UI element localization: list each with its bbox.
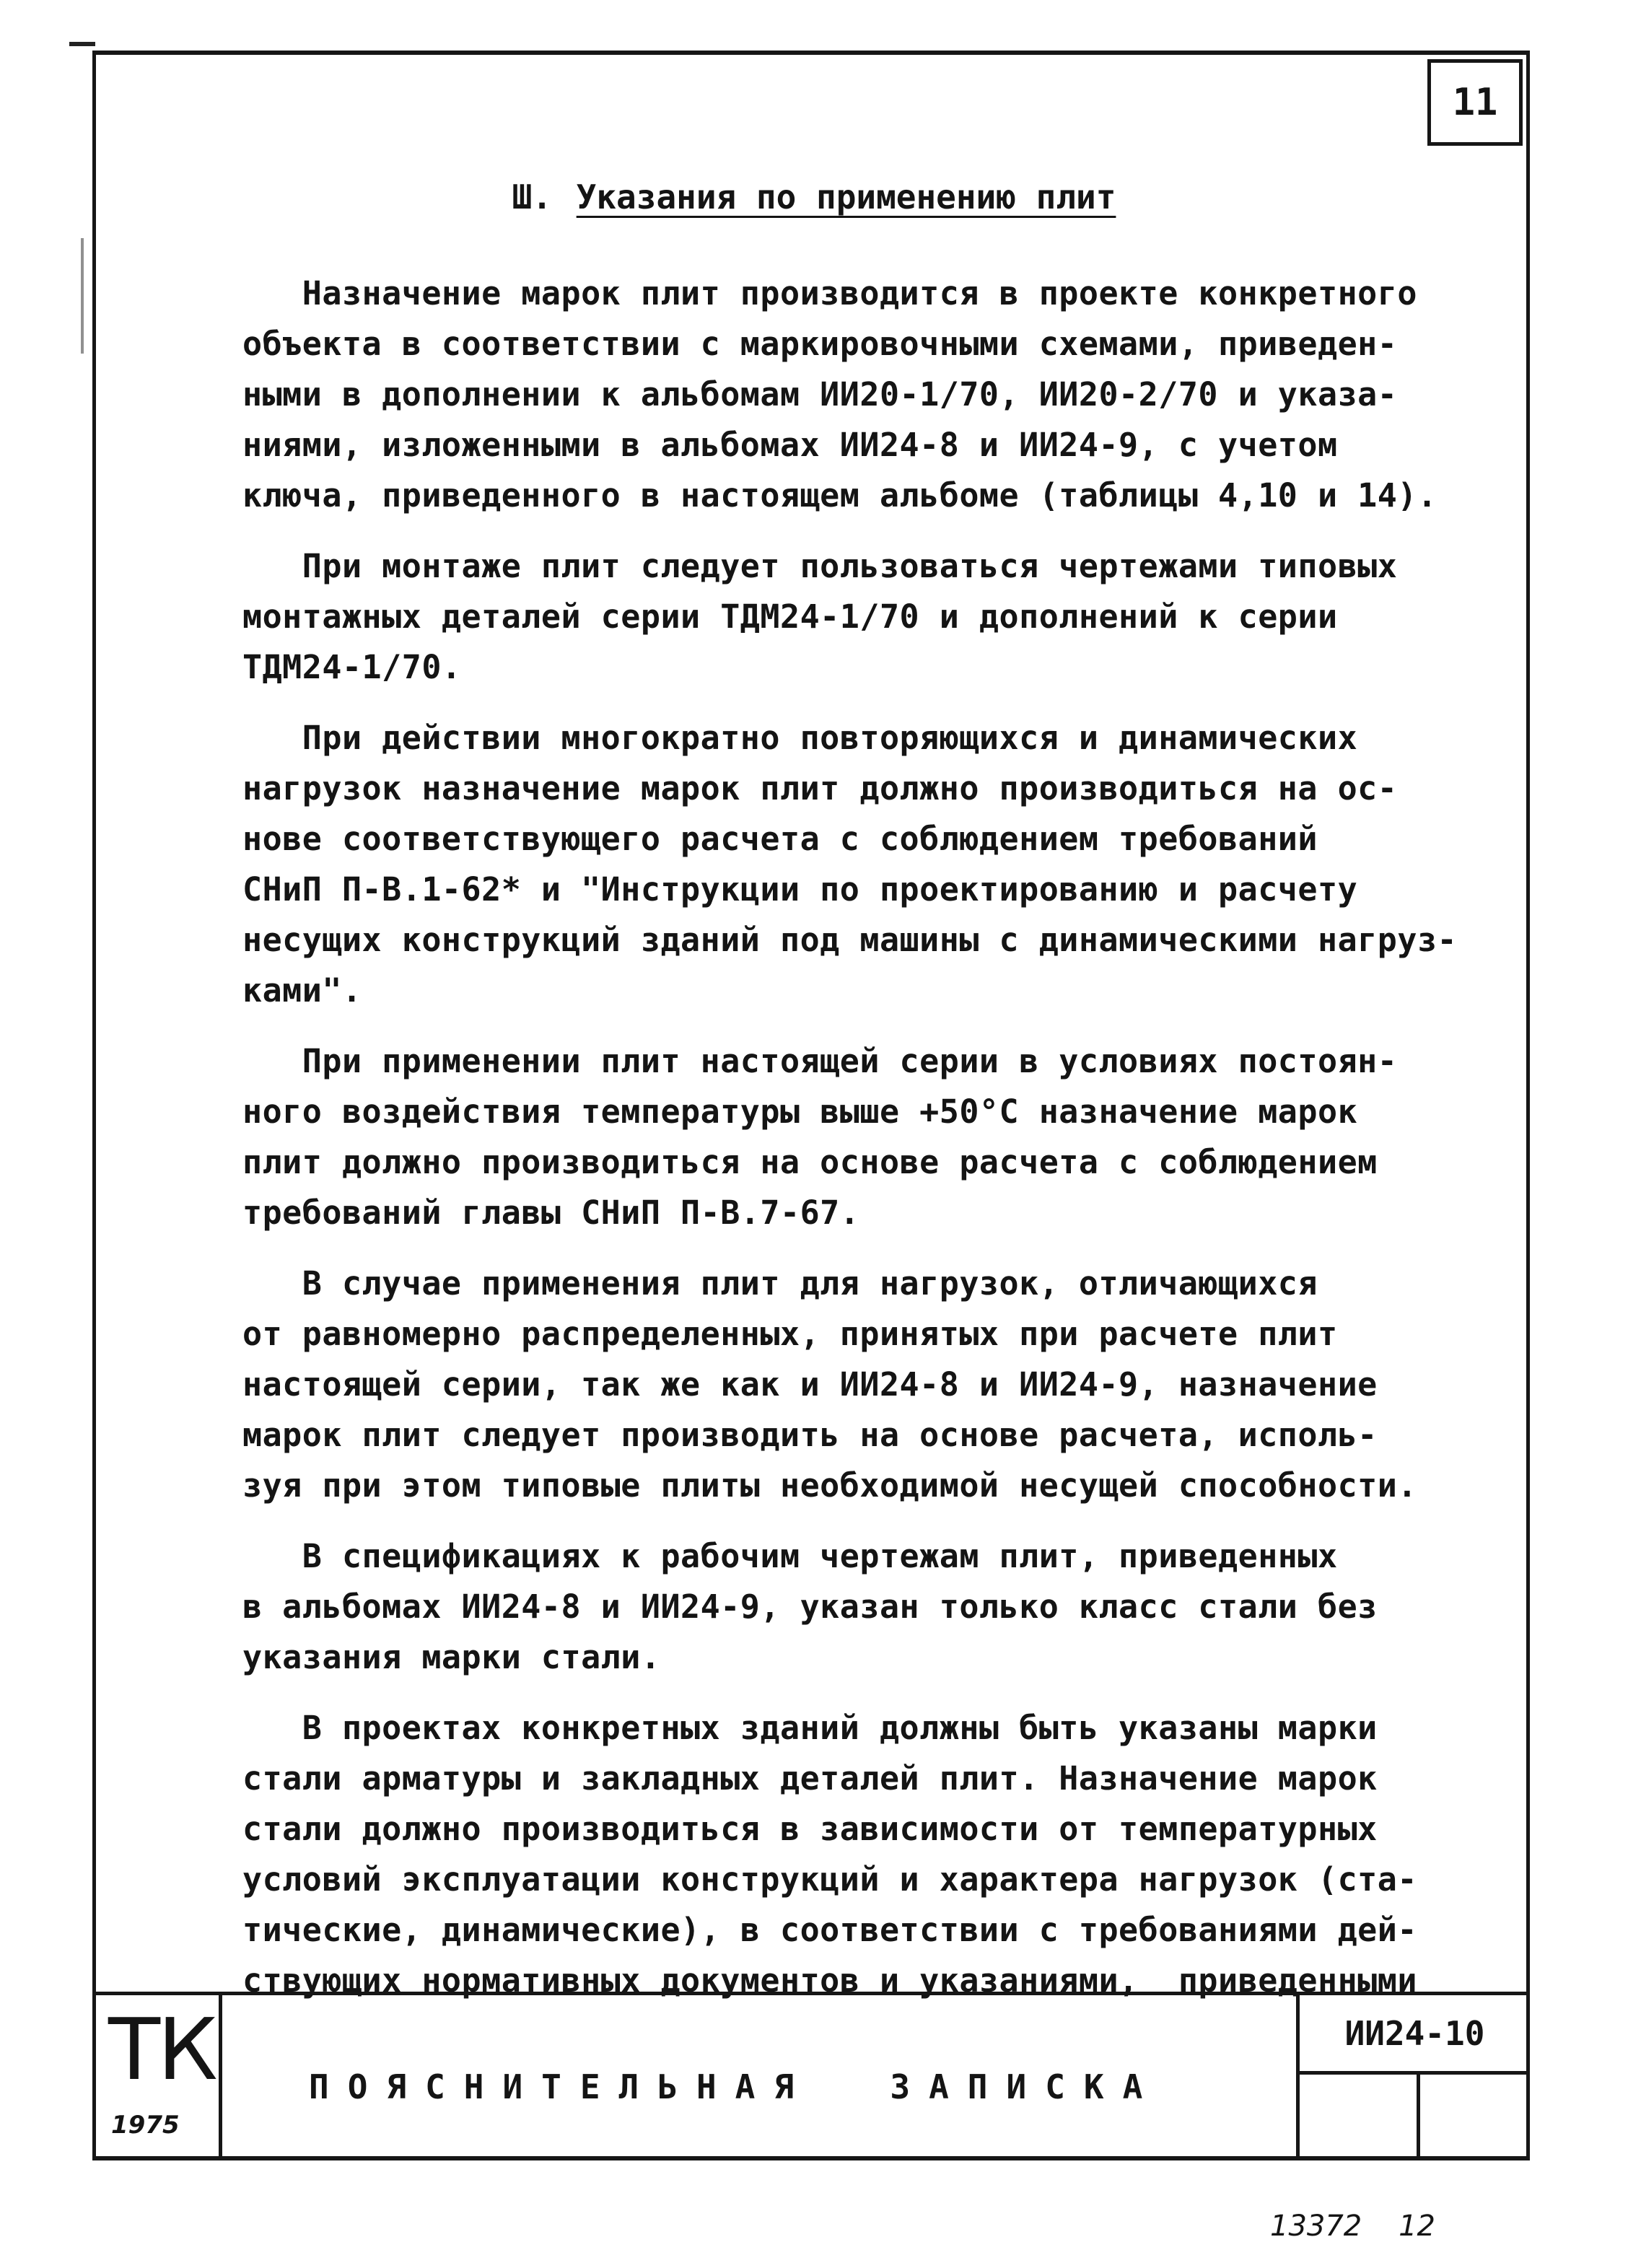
paragraph xyxy=(242,1703,1498,2006)
text-line: ками". xyxy=(242,971,362,1010)
text-line: монтажных деталей серии ТДМ24-1/70 и дополнений к серии xyxy=(242,597,1338,636)
text-line: В спецификациях к рабочим чертежам плит, приведенных xyxy=(242,1537,1338,1575)
text-line: В проектах конкретных зданий должны быть указаны марки xyxy=(242,1709,1378,1747)
text-line: При действии многократно повторяющихся и динамических xyxy=(242,719,1358,757)
logo-year: 1975 xyxy=(111,2111,180,2140)
text-line: указания марки стали. xyxy=(242,1638,661,1676)
text-line: объекта в соответствии с маркировочными схемами, приведен- xyxy=(242,325,1398,363)
text-line: от равномерно распределенных, принятых при расчете плит xyxy=(242,1315,1338,1353)
paragraph xyxy=(242,541,1498,693)
paragraph xyxy=(242,1036,1498,1238)
text-line: ТДМ24-1/70. xyxy=(242,648,462,686)
footer-marks xyxy=(1270,2210,1435,2243)
paragraph xyxy=(242,713,1498,1016)
text-line: ключа, приведенного в настоящем альбоме (таблицы 4,10 и 14). xyxy=(242,476,1437,515)
paragraph xyxy=(242,1531,1498,1683)
paragraph xyxy=(242,1258,1498,1511)
document-title: ПОЯСНИТЕЛЬНАЯ ЗАПИСКА xyxy=(309,2067,1162,2106)
section-heading xyxy=(0,178,1628,216)
text-line: марок плит следует производить на основе расчета, исполь- xyxy=(242,1416,1378,1454)
text-line: Назначение марок плит производится в проекте конкретного xyxy=(242,274,1417,312)
document-code: ИИ24-10 xyxy=(1300,1995,1530,2075)
section-roman-numeral: Ш. xyxy=(512,178,552,216)
text-line: ными в дополнении к альбомам ИИ20-1/70, ИИ20-2/70 и указа- xyxy=(242,375,1398,413)
text-line: При монтаже плит следует пользоваться чертежами типовых xyxy=(242,547,1398,585)
sheet-number: 12 xyxy=(1399,2210,1436,2243)
scan-artifact-top xyxy=(69,42,95,46)
text-line: настоящей серии, так же как и ИИ24-8 и ИИ24-9, назначение xyxy=(242,1365,1378,1404)
archive-number: 13372 xyxy=(1270,2210,1362,2243)
cell-divider xyxy=(1417,2075,1420,2160)
text-line: При применении плит настоящей серии в условиях постоян- xyxy=(242,1042,1398,1080)
tk-logo: ТК xyxy=(108,2000,215,2099)
text-line: стали арматуры и закладных деталей плит. Назначение марок xyxy=(242,1759,1378,1798)
logo-cell xyxy=(92,1995,222,2156)
text-line: несущих конструкций зданий под машины с динамическими нагруз- xyxy=(242,921,1458,959)
scan-artifact-left xyxy=(81,238,84,354)
text-line: плит должно производиться на основе расчета с соблюдением xyxy=(242,1143,1378,1181)
text-line: условий эксплуатации конструкций и характера нагрузок (ста- xyxy=(242,1860,1417,1899)
text-line: нагрузок назначение марок плит должно производиться на ос- xyxy=(242,769,1398,807)
title-block xyxy=(92,1992,1530,2160)
body-text xyxy=(242,268,1498,2006)
section-title: Указания по применению плит xyxy=(576,178,1116,216)
page-number-box xyxy=(1427,59,1523,146)
page-number: 11 xyxy=(1452,81,1498,124)
text-line: СНиП П-В.1-62* и "Инструкции по проектированию и расчету xyxy=(242,870,1358,908)
text-line: ного воздействия температуры выше +50°С назначение марок xyxy=(242,1093,1358,1131)
paragraph xyxy=(242,268,1498,521)
text-line: ствующих нормативных документов и указаниями, приведенными xyxy=(242,1961,1417,2000)
text-line: нове соответствующего расчета с соблюдением требований xyxy=(242,820,1318,858)
text-line: ниями, изложенными в альбомах ИИ24-8 и ИИ24-9, с учетом xyxy=(242,426,1338,464)
text-line: стали должно производиться в зависимости от температурных xyxy=(242,1810,1378,1848)
text-line: В случае применения плит для нагрузок, отличающихся xyxy=(242,1264,1318,1302)
code-cell xyxy=(1296,1995,1530,2156)
text-line: требований главы СНиП П-В.7-67. xyxy=(242,1194,860,1232)
text-line: в альбомах ИИ24-8 и ИИ24-9, указан только класс стали без xyxy=(242,1588,1378,1626)
text-line: зуя при этом типовые плиты необходимой несущей способности. xyxy=(242,1466,1417,1505)
text-line: тические, динамические), в соответствии с требованиями дей- xyxy=(242,1911,1417,1949)
